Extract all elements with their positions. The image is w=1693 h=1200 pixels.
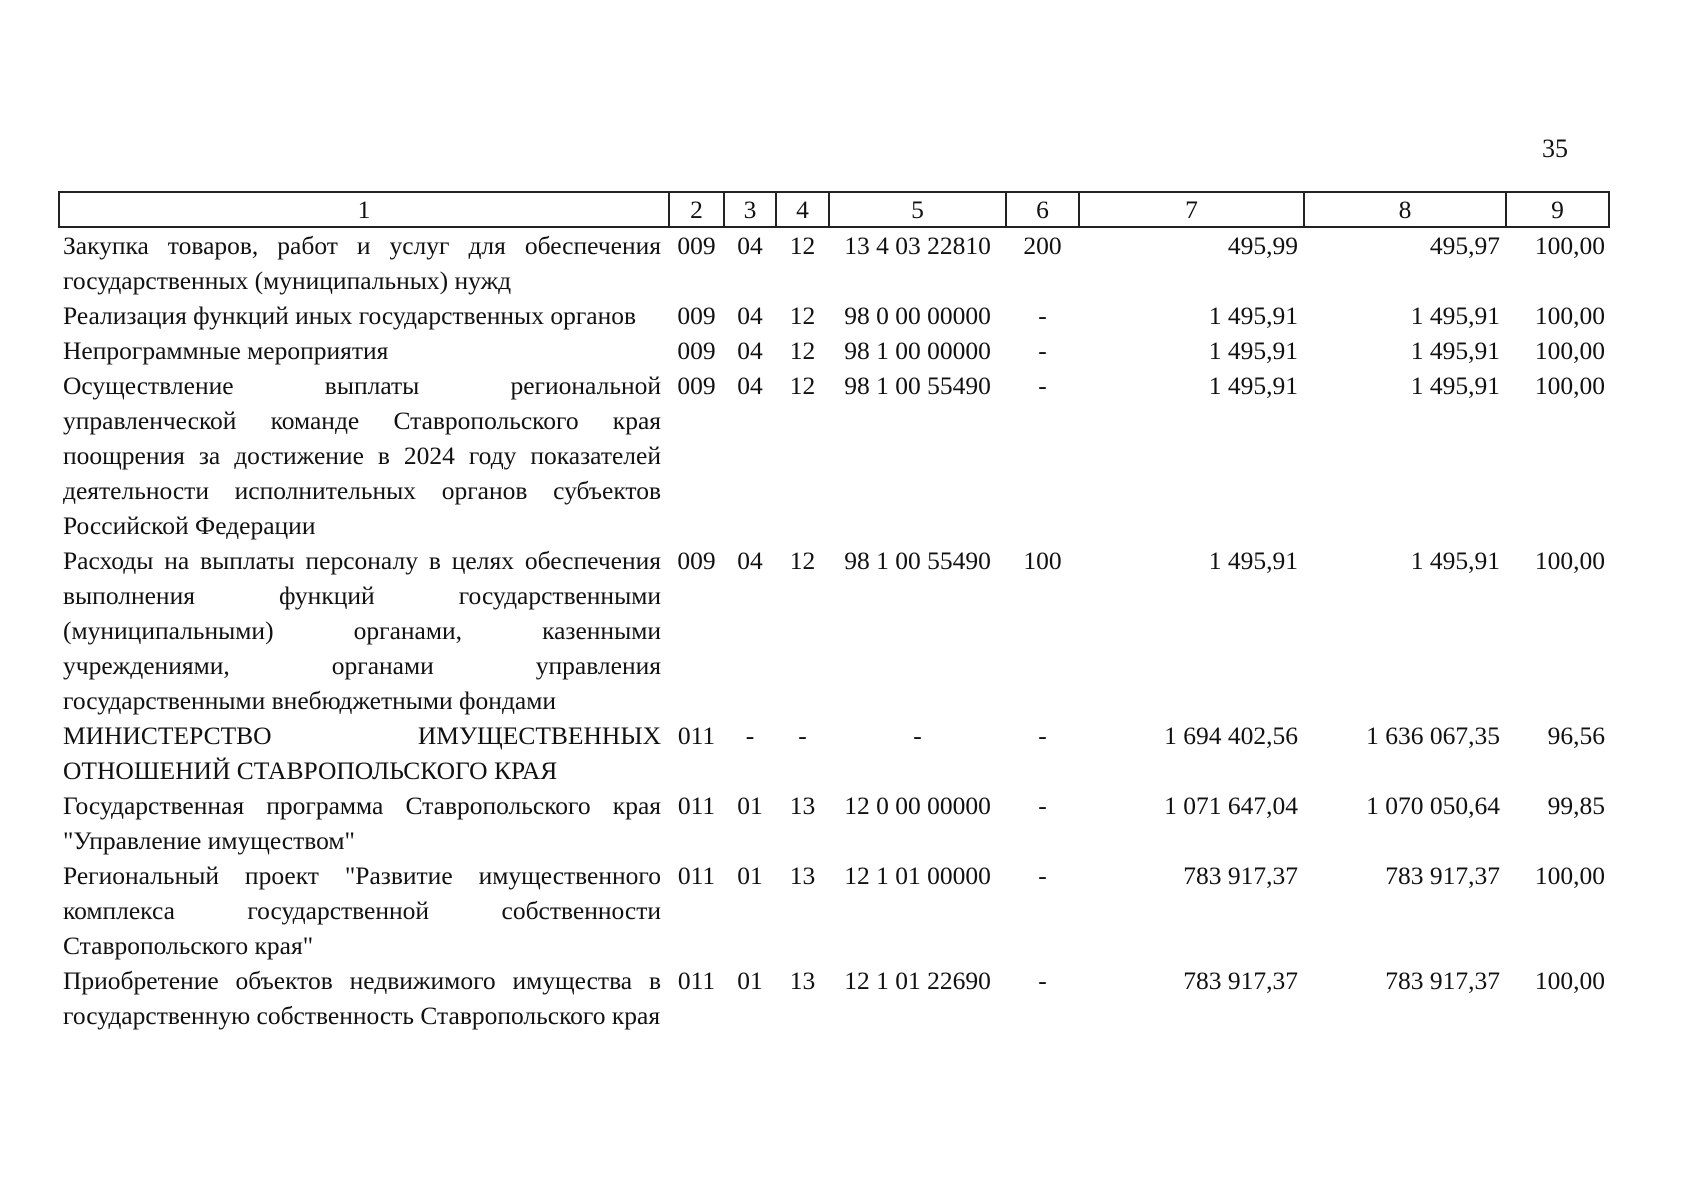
row-col-4: 13 <box>789 861 816 890</box>
row-col-8: 783 917,37 <box>1385 861 1500 890</box>
table-row <box>59 858 1609 963</box>
row-col-6: - <box>1038 721 1047 750</box>
page-number: 35 <box>1542 134 1568 163</box>
row-col-8: 1 495,91 <box>1410 546 1500 575</box>
row-col-4: 12 <box>789 336 816 365</box>
row-col-8: 1 495,91 <box>1410 371 1500 400</box>
column-header-1: 1 <box>59 192 669 227</box>
row-col-2: 009 <box>677 371 716 400</box>
row-name: Приобретение объектов недвижимого имущества в государственную собственность Ставропольского края <box>63 966 661 1030</box>
table-row <box>59 227 1609 298</box>
row-col-9: 100,00 <box>1534 546 1605 575</box>
table-row <box>59 543 1609 718</box>
row-col-3: 01 <box>737 861 763 890</box>
row-col-9: 100,00 <box>1534 966 1605 995</box>
column-header-4: 4 <box>776 192 829 227</box>
row-col-2: 009 <box>677 546 716 575</box>
table-row <box>59 718 1609 788</box>
column-header-2: 2 <box>669 192 724 227</box>
row-col-4: 12 <box>789 301 816 330</box>
row-col-2: 009 <box>677 301 716 330</box>
row-col-5: 12 0 00 00000 <box>844 791 991 820</box>
column-header-9: 9 <box>1506 192 1609 227</box>
row-col-9: 100,00 <box>1534 371 1605 400</box>
row-col-8: 495,97 <box>1429 231 1500 260</box>
row-col-5: 12 1 01 22690 <box>844 966 991 995</box>
row-name: МИНИСТЕРСТВО ИМУЩЕСТВЕННЫХ ОТНОШЕНИЙ СТАВРОПОЛЬСКОГО КРАЯ <box>63 721 661 785</box>
row-col-8: 1 070 050,64 <box>1366 791 1500 820</box>
row-col-8: 783 917,37 <box>1385 966 1500 995</box>
row-col-5: 98 1 00 55490 <box>844 371 991 400</box>
row-col-4: 12 <box>789 546 816 575</box>
row-col-7: 1 495,91 <box>1208 336 1298 365</box>
column-header-6: 6 <box>1006 192 1079 227</box>
row-col-4: 13 <box>789 791 816 820</box>
row-col-2: 011 <box>677 861 716 890</box>
row-col-8: 1 636 067,35 <box>1366 721 1500 750</box>
row-col-4: 12 <box>789 231 816 260</box>
row-name: Региональный проект "Развитие имущественного комплекса государственной собственности Ставропольского края" <box>63 861 661 960</box>
row-col-7: 1 495,91 <box>1208 371 1298 400</box>
row-name: Непрограммные мероприятия <box>63 336 389 365</box>
row-col-6: 200 <box>1023 231 1062 260</box>
row-col-6: - <box>1038 371 1047 400</box>
row-col-8: 1 495,91 <box>1410 301 1500 330</box>
row-col-5: 98 1 00 55490 <box>844 546 991 575</box>
row-col-4: - <box>798 721 807 750</box>
row-col-3: 01 <box>737 791 763 820</box>
row-name: Закупка товаров, работ и услуг для обеспечения государственных (муниципальных) нужд <box>63 231 661 295</box>
budget-table <box>58 191 1610 1033</box>
row-col-7: 783 917,37 <box>1183 861 1298 890</box>
row-name: Реализация функций иных государственных органов <box>63 301 637 330</box>
row-col-4: 12 <box>789 371 816 400</box>
header-row <box>59 192 1609 227</box>
row-col-9: 99,85 <box>1547 791 1605 820</box>
row-col-4: 13 <box>789 966 816 995</box>
row-name: Государственная программа Ставропольского края "Управление имуществом" <box>63 791 661 855</box>
row-col-3: 04 <box>737 336 763 365</box>
row-name: Расходы на выплаты персоналу в целях обеспечения выполнения функций государственными (муниципальными) органами, казенными учреждениями, органами управления государственными внебюджетными фондами <box>63 546 661 715</box>
row-col-6: - <box>1038 791 1047 820</box>
row-col-7: 1 071 647,04 <box>1164 791 1298 820</box>
row-name: Осуществление выплаты региональной управленческой команде Ставропольского края поощрения за достижение в 2024 году показателей деятельности исполнительных органов субъектов Российской Федерации <box>63 371 661 540</box>
row-col-6: - <box>1038 966 1047 995</box>
column-header-5: 5 <box>829 192 1006 227</box>
row-col-5: 98 1 00 00000 <box>844 336 991 365</box>
row-col-2: 011 <box>677 721 716 750</box>
row-col-6: - <box>1038 336 1047 365</box>
row-col-3: 04 <box>737 546 763 575</box>
row-col-3: 04 <box>737 231 763 260</box>
row-col-2: 009 <box>677 336 716 365</box>
row-col-9: 100,00 <box>1534 861 1605 890</box>
row-col-9: 100,00 <box>1534 301 1605 330</box>
column-header-7: 7 <box>1079 192 1304 227</box>
column-header-8: 8 <box>1304 192 1506 227</box>
table-row <box>59 333 1609 368</box>
row-col-2: 009 <box>677 231 716 260</box>
row-col-6: - <box>1038 861 1047 890</box>
row-col-6: 100 <box>1023 546 1062 575</box>
row-col-7: 1 495,91 <box>1208 301 1298 330</box>
table-row <box>59 368 1609 543</box>
row-col-7: 1 694 402,56 <box>1164 721 1298 750</box>
row-col-6: - <box>1038 301 1047 330</box>
row-col-7: 495,99 <box>1227 231 1298 260</box>
row-col-3: 04 <box>737 371 763 400</box>
row-col-5: 12 1 01 00000 <box>844 861 991 890</box>
table-row <box>59 963 1609 1033</box>
row-col-5: 13 4 03 22810 <box>844 231 991 260</box>
row-col-9: 100,00 <box>1534 336 1605 365</box>
row-col-9: 96,56 <box>1547 721 1605 750</box>
column-header-3: 3 <box>724 192 776 227</box>
row-col-2: 011 <box>677 791 716 820</box>
row-col-5: 98 0 00 00000 <box>844 301 991 330</box>
row-col-9: 100,00 <box>1534 231 1605 260</box>
row-col-7: 783 917,37 <box>1183 966 1298 995</box>
table-row <box>59 298 1609 333</box>
row-col-2: 011 <box>677 966 716 995</box>
table-row <box>59 788 1609 858</box>
row-col-3: - <box>745 721 755 750</box>
row-col-7: 1 495,91 <box>1208 546 1298 575</box>
row-col-5: - <box>913 721 922 750</box>
row-col-3: 01 <box>737 966 763 995</box>
row-col-8: 1 495,91 <box>1410 336 1500 365</box>
row-col-3: 04 <box>737 301 763 330</box>
